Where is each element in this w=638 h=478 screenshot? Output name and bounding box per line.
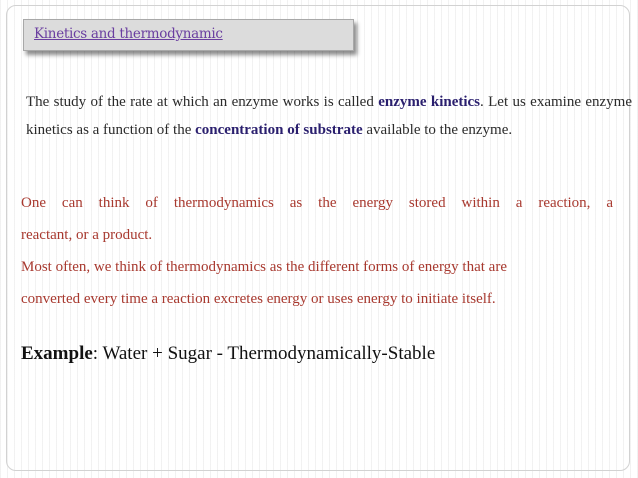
thermo-line-2: reactant, or a product. — [21, 227, 153, 243]
thermodynamics-paragraph — [21, 187, 613, 315]
enzyme-kinetics-paragraph — [26, 88, 632, 144]
paragraph1-text-3: available to the enzyme. — [362, 122, 513, 138]
thermo-line-4: converted every time a reaction excretes energy or uses energy to initiate itself. — [21, 291, 496, 307]
thermo-line-1: One can think of thermodynamics as the energy stored within a reaction, a — [21, 195, 613, 211]
example-text: : Water + Sugar - Thermodynamically-Stable — [92, 343, 436, 364]
slide-title: Kinetics and thermodynamic — [34, 26, 223, 42]
concentration-term: concentration of substrate — [195, 122, 363, 138]
example-label: Example — [21, 343, 93, 364]
title-box — [23, 19, 354, 51]
enzyme-kinetics-term: enzyme kinetics — [378, 94, 481, 110]
thermo-line-3: Most often, we think of thermodynamics as the different forms of energy that are — [21, 259, 507, 275]
paragraph1-text-1: The study of the rate at which an enzyme works is called — [26, 94, 379, 110]
paragraph1-text-2: . Let us examine enzyme kinetics as a function of the — [26, 94, 632, 138]
example-line — [21, 343, 435, 365]
